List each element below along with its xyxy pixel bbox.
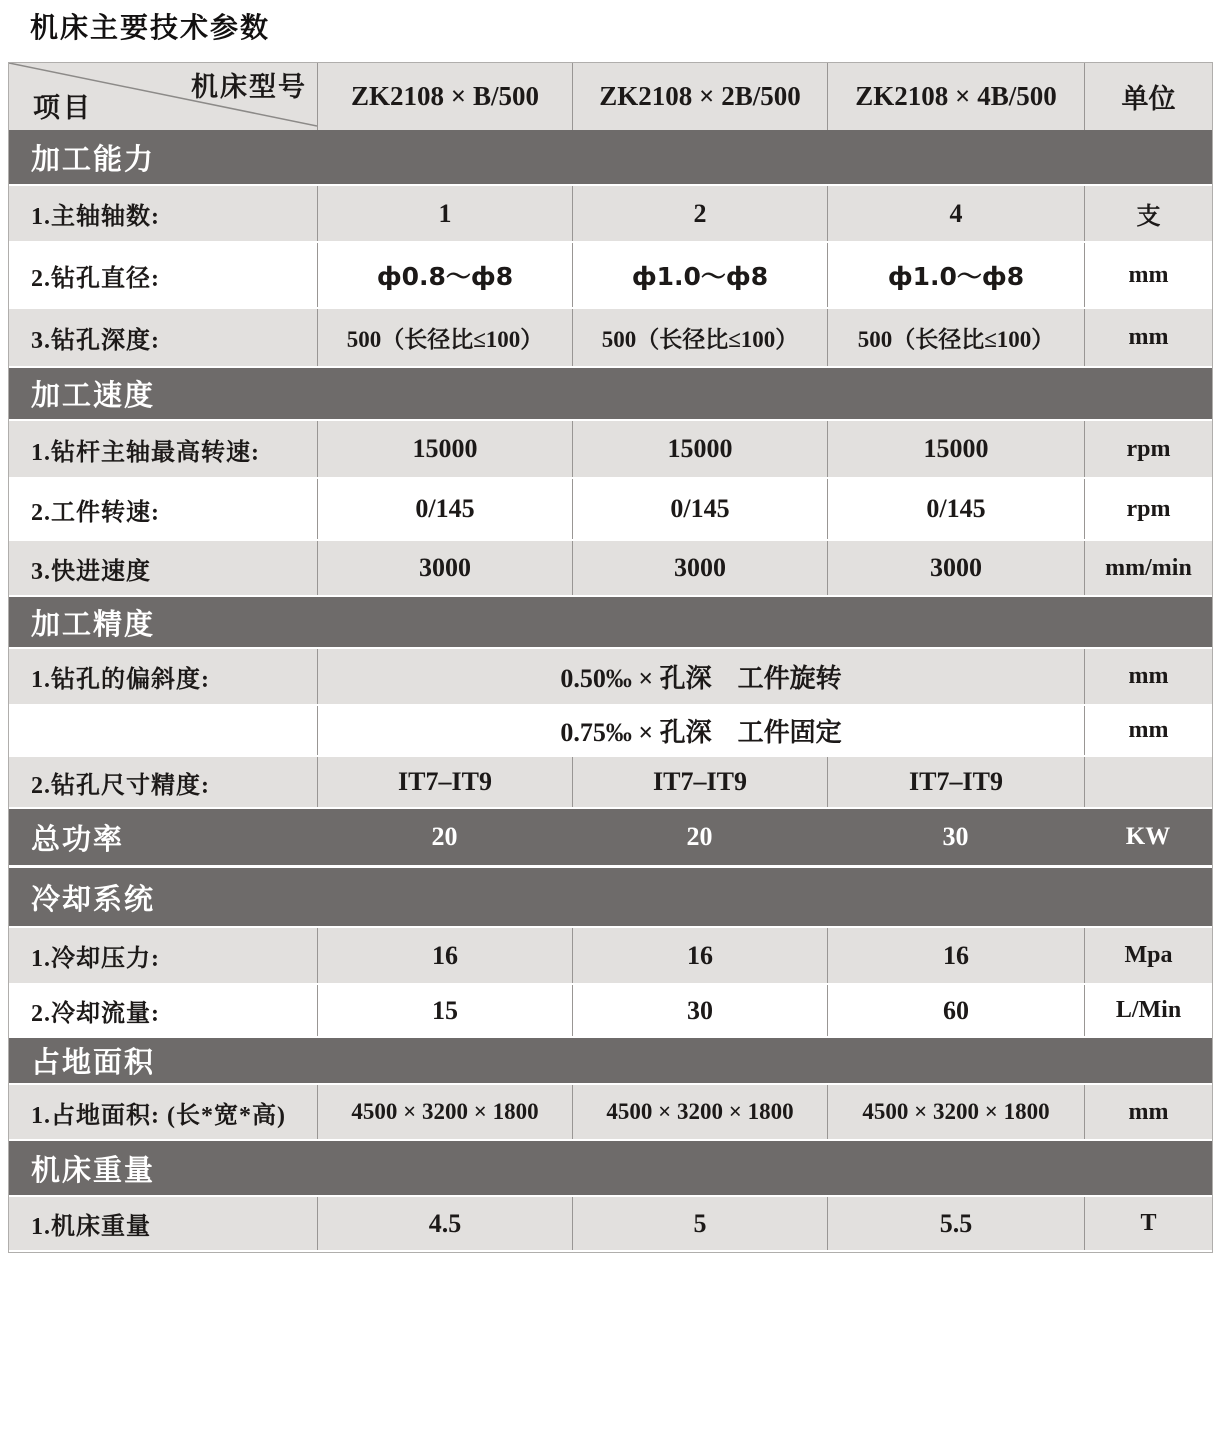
row-label: 1.机床重量 <box>31 1214 151 1240</box>
table-row <box>9 649 1212 706</box>
value-cell: 5.5 <box>827 1197 1084 1250</box>
model-header-cell: ZK2108 × B/500 <box>317 63 572 130</box>
unit-cell: Mpa <box>1084 928 1212 983</box>
table-row <box>9 928 1212 985</box>
value-cell: 1 <box>317 186 572 241</box>
unit-cell: rpm <box>1084 421 1212 477</box>
section-band-processing-accuracy <box>9 597 1212 649</box>
unit-cell: mm <box>1084 309 1212 366</box>
row-label: 3.钻孔深度: <box>31 328 160 354</box>
merged-value-cell: 0.50‰ × 孔深 工件旋转 <box>317 649 1084 704</box>
value-cell: 30 <box>942 822 969 851</box>
table-row <box>9 243 1212 309</box>
unit-cell: KW <box>1125 823 1171 850</box>
value-cell: 20 <box>431 822 458 851</box>
row-label: 1.冷却压力: <box>31 946 160 972</box>
value-cell: 3000 <box>572 541 827 595</box>
corner-label-item: 项目 <box>33 93 93 123</box>
row-label <box>9 706 317 755</box>
row-label: 3.快进速度 <box>31 558 151 585</box>
merged-value-cell: 0.75‰ × 孔深 工件固定 <box>317 706 1084 755</box>
value-cell: ф0.8～ф8 <box>317 243 572 307</box>
unit-cell: mm <box>1084 1085 1212 1139</box>
model-header-cell: ZK2108 × 4B/500 <box>827 63 1084 130</box>
value-cell: 500（长径比≤100） <box>827 309 1084 366</box>
row-label: 2.钻孔尺寸精度: <box>31 772 210 799</box>
unit-cell: 支 <box>1084 186 1212 241</box>
value-cell: 5 <box>572 1197 827 1250</box>
value-cell: 60 <box>827 985 1084 1036</box>
value-cell: ф1.0～ф8 <box>827 243 1084 307</box>
value-cell: 16 <box>572 928 827 983</box>
row-label: 2.冷却流量: <box>31 1001 160 1027</box>
unit-cell: mm <box>1084 706 1212 755</box>
table-row <box>9 1197 1212 1252</box>
section-title: 加工精度 <box>31 608 156 641</box>
model-header-cell: ZK2108 × 2B/500 <box>572 63 827 130</box>
section-band-processing-speed <box>9 368 1212 421</box>
table-row <box>9 421 1212 479</box>
section-title: 总功率 <box>31 823 125 856</box>
value-cell: 15000 <box>317 421 572 477</box>
unit-cell: rpm <box>1084 479 1212 539</box>
value-cell: 15000 <box>827 421 1084 477</box>
value-cell: 4.5 <box>317 1197 572 1250</box>
table-row <box>9 1085 1212 1141</box>
table-row <box>9 541 1212 597</box>
value-cell: 2 <box>572 186 827 241</box>
value-cell: 15 <box>317 985 572 1036</box>
value-cell: 4500 × 3200 × 1800 <box>317 1085 572 1139</box>
value-cell: 500（长径比≤100） <box>317 309 572 366</box>
value-cell: 4500 × 3200 × 1800 <box>572 1085 827 1139</box>
header-row <box>9 63 1212 130</box>
section-band-cooling-system <box>9 868 1212 928</box>
row-label: 2.工件转速: <box>31 499 160 526</box>
value-cell: 30 <box>572 985 827 1036</box>
table-row <box>9 479 1212 541</box>
value-cell: 4500 × 3200 × 1800 <box>827 1085 1084 1139</box>
section-band-machine-weight <box>9 1141 1212 1197</box>
table-row <box>9 757 1212 809</box>
value-cell: IT7–IT9 <box>317 757 572 807</box>
page-title: 机床主要技术参数 <box>30 13 271 44</box>
value-cell: IT7–IT9 <box>827 757 1084 807</box>
value-cell: 20 <box>686 822 713 851</box>
unit-cell: L/Min <box>1084 985 1212 1036</box>
section-band-processing-capability <box>9 130 1212 186</box>
row-label: 2.钻孔直径: <box>31 265 160 292</box>
spec-table <box>8 62 1213 1253</box>
value-cell: 16 <box>317 928 572 983</box>
table-row <box>9 186 1212 243</box>
value-cell: 3000 <box>317 541 572 595</box>
value-cell: 0/145 <box>317 479 572 539</box>
value-cell: 3000 <box>827 541 1084 595</box>
value-cell: 4 <box>827 186 1084 241</box>
unit-cell <box>1084 757 1212 807</box>
table-row <box>9 985 1212 1038</box>
unit-header-cell: 单位 <box>1084 63 1212 130</box>
section-title: 冷却系统 <box>31 883 156 916</box>
unit-cell: mm <box>1084 649 1212 704</box>
table-row <box>9 706 1212 757</box>
section-band-floor-area <box>9 1038 1212 1085</box>
row-label: 1.主轴轴数: <box>31 204 160 230</box>
row-label: 1.钻孔的偏斜度: <box>31 667 210 693</box>
corner-label-model: 机床型号 <box>191 72 307 102</box>
unit-cell: mm <box>1084 243 1212 307</box>
value-cell: 15000 <box>572 421 827 477</box>
section-title: 占地面积 <box>31 1047 156 1079</box>
row-label: 1.占地面积: (长*宽*高) <box>31 1102 286 1129</box>
section-title: 加工能力 <box>31 143 156 176</box>
value-cell: 500（长径比≤100） <box>572 309 827 366</box>
value-cell: 16 <box>827 928 1084 983</box>
unit-cell: mm/min <box>1084 541 1212 595</box>
value-cell: ф1.0～ф8 <box>572 243 827 307</box>
unit-cell: T <box>1084 1197 1212 1250</box>
section-title: 加工速度 <box>31 380 156 412</box>
corner-header-cell <box>9 63 317 130</box>
value-cell: 0/145 <box>827 479 1084 539</box>
value-cell: IT7–IT9 <box>572 757 827 807</box>
table-row <box>9 309 1212 368</box>
section-band-total-power <box>9 809 1212 868</box>
row-label: 1.钻杆主轴最高转速: <box>31 439 260 466</box>
value-cell: 0/145 <box>572 479 827 539</box>
section-title: 机床重量 <box>31 1154 156 1187</box>
